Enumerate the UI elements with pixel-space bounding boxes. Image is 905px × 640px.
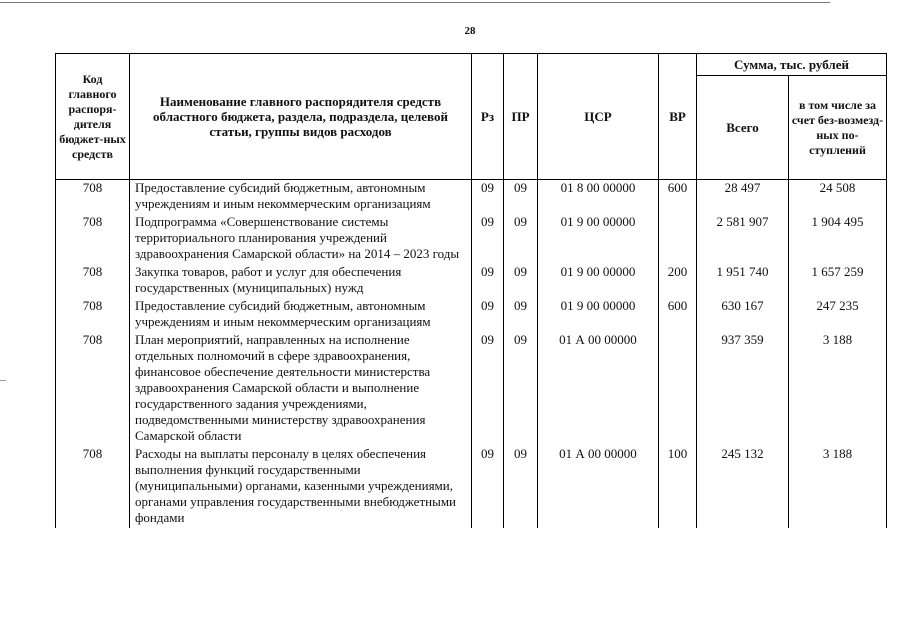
row-pr: 09 — [504, 214, 538, 264]
row-incl: 24 508 — [789, 180, 887, 215]
row-pr: 09 — [504, 332, 538, 446]
table-row — [56, 446, 887, 528]
row-name: Расходы на выплаты персоналу в целях обеспечения выполнения функций государственными (муниципальными) органами, казенными учреждениями, органами управления государственными внебюджетными фондами — [130, 446, 472, 528]
row-pr: 09 — [504, 264, 538, 298]
row-code: 708 — [56, 214, 130, 264]
table-row — [56, 214, 887, 264]
row-csr: 01 9 00 00000 — [538, 264, 659, 298]
row-csr: 01 А 00 00000 — [538, 446, 659, 528]
row-rz: 09 — [472, 446, 504, 528]
table-row — [56, 180, 887, 215]
header-code: Код главного распоря-дителя бюджет-ных средств — [56, 54, 130, 180]
row-vr — [659, 214, 697, 264]
row-csr: 01 А 00 00000 — [538, 332, 659, 446]
row-total: 245 132 — [697, 446, 789, 528]
row-csr: 01 8 00 00000 — [538, 180, 659, 215]
row-name: Закупка товаров, работ и услуг для обеспечения государственных (муниципальных) нужд — [130, 264, 472, 298]
scan-mark — [0, 380, 6, 381]
row-name: Предоставление субсидий бюджетным, автономным учреждениям и иным некоммерческим организациям — [130, 180, 472, 215]
row-incl: 3 188 — [789, 446, 887, 528]
row-vr: 100 — [659, 446, 697, 528]
row-pr: 09 — [504, 446, 538, 528]
row-name: Подпрограмма «Совершенствование системы территориального планирования учреждений здравоохранения Самарской области» на 2014 – 2023 годы — [130, 214, 472, 264]
header-sum: Сумма, тыс. рублей — [697, 54, 887, 76]
row-code: 708 — [56, 180, 130, 215]
header-incl: в том числе за счет без-возмезд-ных по-ступлений — [789, 76, 887, 180]
row-csr: 01 9 00 00000 — [538, 214, 659, 264]
row-incl: 247 235 — [789, 298, 887, 332]
row-name: Предоставление субсидий бюджетным, автономным учреждениям и иным некоммерческим организациям — [130, 298, 472, 332]
header-rz: Рз — [472, 54, 504, 180]
row-incl: 1 657 259 — [789, 264, 887, 298]
row-total: 28 497 — [697, 180, 789, 215]
row-pr: 09 — [504, 180, 538, 215]
table-header — [56, 54, 887, 180]
header-vr: ВР — [659, 54, 697, 180]
top-rule — [0, 2, 830, 3]
row-code: 708 — [56, 332, 130, 446]
row-name: План мероприятий, направленных на исполнение отдельных полномочий в сфере здравоохранения, финансовое обеспечение деятельности министерства здравоохранения Самарской области и выполнение государственного задания учреждениями, подведомственными министерству здравоохранения Самарской области — [130, 332, 472, 446]
page-number: 28 — [464, 25, 476, 37]
row-total: 630 167 — [697, 298, 789, 332]
row-incl: 1 904 495 — [789, 214, 887, 264]
row-total: 2 581 907 — [697, 214, 789, 264]
row-csr: 01 9 00 00000 — [538, 298, 659, 332]
row-vr: 600 — [659, 180, 697, 215]
row-rz: 09 — [472, 180, 504, 215]
row-total: 937 359 — [697, 332, 789, 446]
table-row — [56, 264, 887, 298]
row-code: 708 — [56, 298, 130, 332]
table-row — [56, 298, 887, 332]
row-rz: 09 — [472, 298, 504, 332]
table-row — [56, 332, 887, 446]
row-rz: 09 — [472, 332, 504, 446]
table-body — [56, 180, 887, 529]
row-rz: 09 — [472, 264, 504, 298]
row-total: 1 951 740 — [697, 264, 789, 298]
budget-table — [55, 53, 887, 528]
row-code: 708 — [56, 446, 130, 528]
row-code: 708 — [56, 264, 130, 298]
header-csr: ЦСР — [538, 54, 659, 180]
row-vr — [659, 332, 697, 446]
row-incl: 3 188 — [789, 332, 887, 446]
header-pr: ПР — [504, 54, 538, 180]
row-rz: 09 — [472, 214, 504, 264]
row-vr: 200 — [659, 264, 697, 298]
header-total: Всего — [697, 76, 789, 180]
header-name: Наименование главного распорядителя средств областного бюджета, раздела, подраздела, целевой статьи, группы видов расходов — [130, 54, 472, 180]
row-vr: 600 — [659, 298, 697, 332]
row-pr: 09 — [504, 298, 538, 332]
